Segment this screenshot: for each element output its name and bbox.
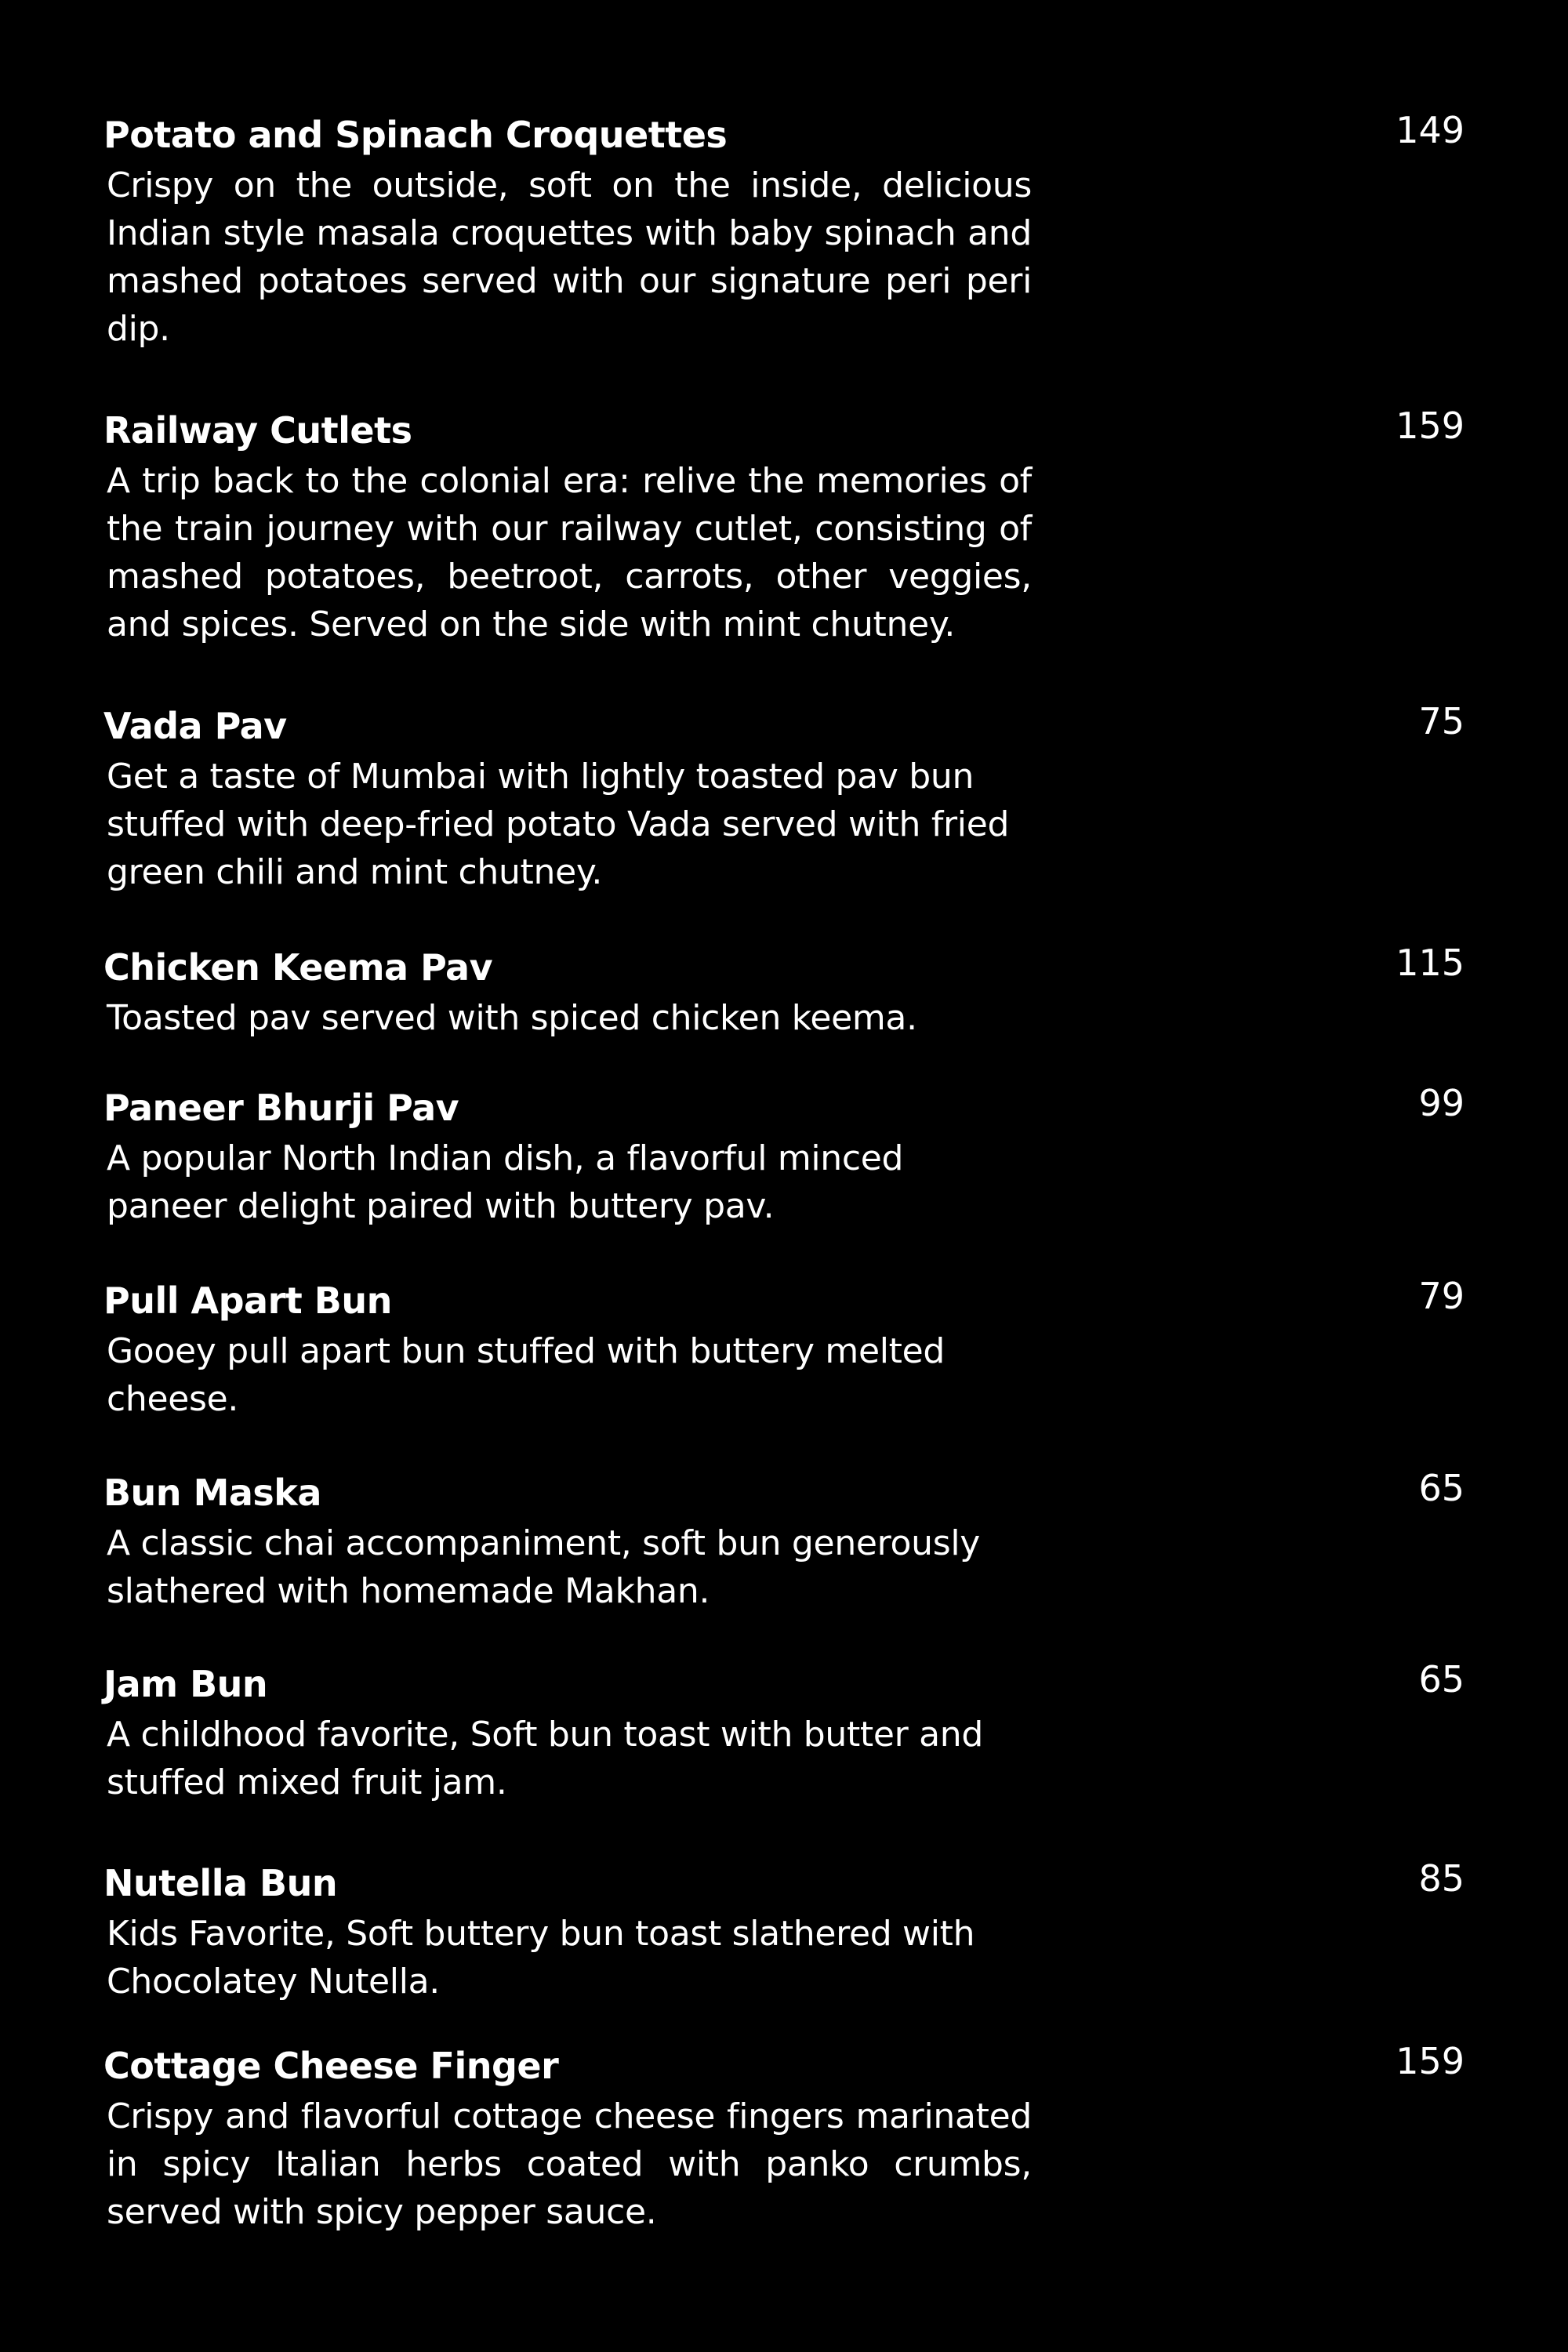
item-price: 79 <box>1418 1275 1465 1317</box>
item-name: Jam Bun <box>103 1663 268 1705</box>
item-description <box>107 753 1009 896</box>
item-name: Cottage Cheese Finger <box>103 2045 559 2087</box>
item-description: Crispy and flavorful cottage cheese fingers marinated in spicy Italian herbs coated with panko crumbs, served with spicy pepper sauce. <box>107 2096 1032 2232</box>
item-name: Railway Cutlets <box>103 409 412 452</box>
item-price: 149 <box>1396 109 1465 151</box>
item-name: Pull Apart Bun <box>103 1279 392 1322</box>
description-line: paneer delight paired with buttery pav. <box>107 1186 775 1226</box>
description-line: Chocolatey Nutella. <box>107 1962 440 2002</box>
item-price: 65 <box>1418 1467 1465 1509</box>
description-line: Get a taste of Mumbai with lightly toasted pav bun <box>107 757 975 797</box>
description-line: slathered with homemade Makhan. <box>107 1571 710 1611</box>
item-description <box>107 994 917 1042</box>
description-line: cheese. <box>107 1379 239 1419</box>
item-description: Crispy on the outside, soft on the inside, delicious Indian style masala croquettes with baby spinach and mashed potatoes served with our signature peri peri dip. <box>107 165 1032 349</box>
item-description: A trip back to the colonial era: relive the memories of the train journey with our railway cutlet, consisting of mashed potatoes, beetroot, carrots, other veggies, and spices. Served on the side with mint chutney. <box>107 461 1032 644</box>
item-price: 85 <box>1418 1857 1465 1900</box>
description-line: Gooey pull apart bun stuffed with buttery melted <box>107 1331 946 1371</box>
description-line: stuffed mixed fruit jam. <box>107 1762 507 1802</box>
item-name: Paneer Bhurji Pav <box>103 1087 459 1129</box>
item-name: Vada Pav <box>103 705 287 747</box>
item-price: 159 <box>1396 2040 1465 2082</box>
item-description <box>107 1327 945 1423</box>
item-price: 99 <box>1418 1082 1465 1124</box>
item-name: Bun Maska <box>103 1472 321 1514</box>
item-description <box>107 1711 983 1806</box>
description-line: A classic chai accompaniment, soft bun generously <box>107 1523 981 1563</box>
item-price: 115 <box>1396 942 1465 984</box>
item-name: Potato and Spinach Croquettes <box>103 114 728 156</box>
description-line: green chili and mint chutney. <box>107 852 603 892</box>
item-description <box>107 1134 903 1230</box>
description-line: A popular North Indian dish, a flavorful minced <box>107 1138 904 1178</box>
item-name: Chicken Keema Pav <box>103 946 493 989</box>
item-description <box>107 1910 975 2005</box>
description-line: Kids Favorite, Soft buttery bun toast slathered with <box>107 1914 975 1954</box>
item-price: 65 <box>1418 1658 1465 1700</box>
description-line: Toasted pav served with spiced chicken keema. <box>107 998 917 1038</box>
description-line: stuffed with deep-fried potato Vada served with fried <box>107 804 1010 844</box>
item-name: Nutella Bun <box>103 1862 338 1904</box>
item-description <box>107 1519 980 1615</box>
description-line: A childhood favorite, Soft bun toast with butter and <box>107 1715 983 1755</box>
item-price: 75 <box>1418 700 1465 742</box>
item-price: 159 <box>1396 405 1465 447</box>
